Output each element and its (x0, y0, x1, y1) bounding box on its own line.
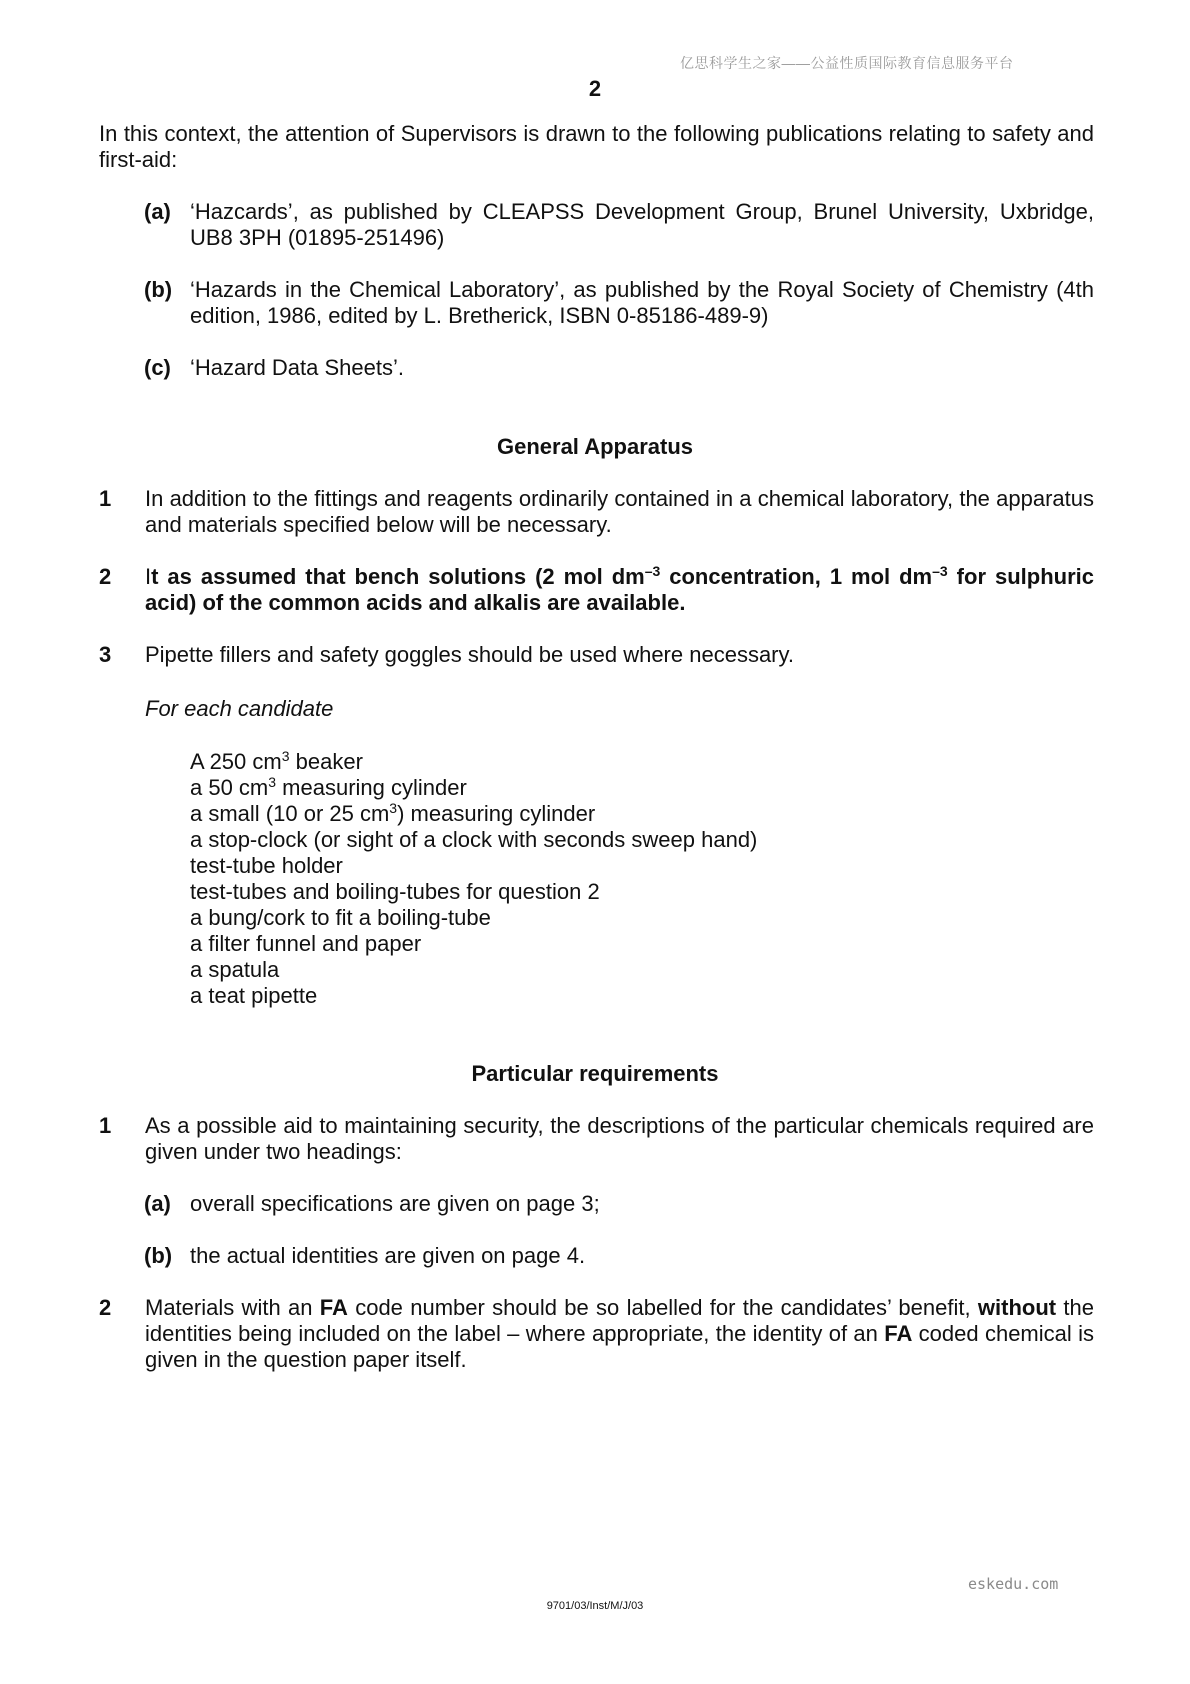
sub-item-text: the actual identities are given on page 4. (190, 1243, 586, 1268)
list-item: a filter funnel and paper (190, 931, 422, 956)
list-item: test-tubes and boiling-tubes for question 2 (190, 879, 600, 904)
apparatus-point-1 (99, 486, 1094, 538)
point-text-part: code number should be so labelled for the candidates’ benefit, (347, 1295, 978, 1320)
list-item-text: measuring cylinder (276, 775, 467, 800)
point-number: 1 (99, 486, 112, 511)
publication-text: ‘Hazcards’, as published by CLEAPSS Development Group, Brunel University, Uxbridge, UB8 3PH (01895-251496) (190, 199, 1094, 250)
requirement-point-2 (99, 1295, 1094, 1373)
requirement-sub-item-b (144, 1243, 1094, 1269)
point-text (145, 564, 1094, 616)
list-item-text: beaker (289, 749, 363, 774)
point-text (145, 1295, 1094, 1373)
point-text: As a possible aid to maintaining security, the descriptions of the particular chemicals required are given under two headings: (145, 1113, 1094, 1164)
point-number: 2 (99, 564, 112, 589)
list-item (190, 775, 757, 801)
sub-item-label: (a) (144, 1191, 171, 1216)
list-item (190, 801, 757, 827)
general-apparatus-heading: General Apparatus (496, 434, 694, 459)
point-text-part: concentration, 1 mol dm (660, 564, 933, 589)
sub-item-label: (b) (144, 1243, 173, 1268)
point-number: 2 (99, 1295, 112, 1320)
list-item-text: a 50 cm (190, 775, 269, 800)
publication-label: (c) (144, 355, 171, 380)
publication-label: (a) (144, 199, 171, 224)
intro-paragraph: In this context, the attention of Supervisors is drawn to the following publications relating to safety and first-aid: (99, 121, 1094, 172)
point-number: 1 (99, 1113, 112, 1138)
point-text-part: coded chemical is given in the question paper itself. (145, 1321, 1094, 1372)
page-number: 2 (588, 76, 602, 101)
point-text-part: for sulphuric acid) of the common acids and alkalis are available. (145, 564, 1094, 615)
point-text-part: the identities being included on the label – where appropriate, the identity of an (145, 1295, 1094, 1346)
list-item-text: ) measuring cylinder (397, 801, 596, 826)
superscript: 3 (268, 774, 277, 790)
requirement-sub-item-a (144, 1191, 1094, 1217)
fa-code-term: FA (884, 1321, 913, 1346)
watermark-header: 亿思科学生之家——公益性质国际教育信息服务平台 (680, 55, 1014, 71)
list-item: a teat pipette (190, 983, 318, 1008)
fa-code-term: FA (319, 1295, 348, 1320)
superscript: 3 (389, 800, 398, 816)
superscript: –3 (644, 563, 661, 579)
point-text: Pipette fillers and safety goggles should be used where necessary. (145, 642, 794, 667)
publication-text: ‘Hazard Data Sheets’. (190, 355, 404, 380)
watermark-footer: eskedu.com (968, 1575, 1059, 1593)
list-item: a spatula (190, 957, 280, 982)
requirement-point-1 (99, 1113, 1094, 1165)
list-item-text: A 250 cm (190, 749, 282, 774)
list-item (190, 749, 757, 775)
apparatus-point-2 (99, 564, 1094, 616)
particular-requirements-heading: Particular requirements (471, 1061, 719, 1086)
superscript: –3 (932, 563, 948, 579)
point-number: 3 (99, 642, 112, 667)
point-text: In addition to the fittings and reagents ordinarily contained in a chemical laboratory, the apparatus and materials specified below will be necessary. (145, 486, 1094, 537)
apparatus-point-3 (99, 642, 1094, 668)
document-code: 9701/03/Inst/M/J/03 (546, 1600, 644, 1612)
list-item-text: a small (10 or 25 cm (190, 801, 390, 826)
publication-item-a (144, 199, 1094, 251)
emphasis-without: without (977, 1295, 1057, 1320)
list-item: test-tube holder (190, 853, 343, 878)
publication-text: ‘Hazards in the Chemical Laboratory’, as published by the Royal Society of Chemistry (4th edition, 1986, edited by L. Bretherick, ISBN 0-85186-489-9) (190, 277, 1094, 328)
publication-item-b (144, 277, 1094, 329)
for-each-candidate-label: For each candidate (145, 696, 334, 721)
sub-item-text: overall specifications are given on page 3; (190, 1191, 600, 1216)
superscript: 3 (281, 748, 290, 764)
point-text-lead: I (145, 564, 152, 589)
point-text-part: t as assumed that bench solutions (2 mol dm (151, 564, 645, 589)
point-text-part: Materials with an (145, 1295, 320, 1320)
list-item: a bung/cork to fit a boiling-tube (190, 905, 491, 930)
list-item: a stop-clock (or sight of a clock with seconds sweep hand) (190, 827, 758, 852)
apparatus-list (190, 749, 757, 1009)
publication-label: (b) (144, 277, 173, 302)
publication-item-c (144, 355, 1094, 381)
